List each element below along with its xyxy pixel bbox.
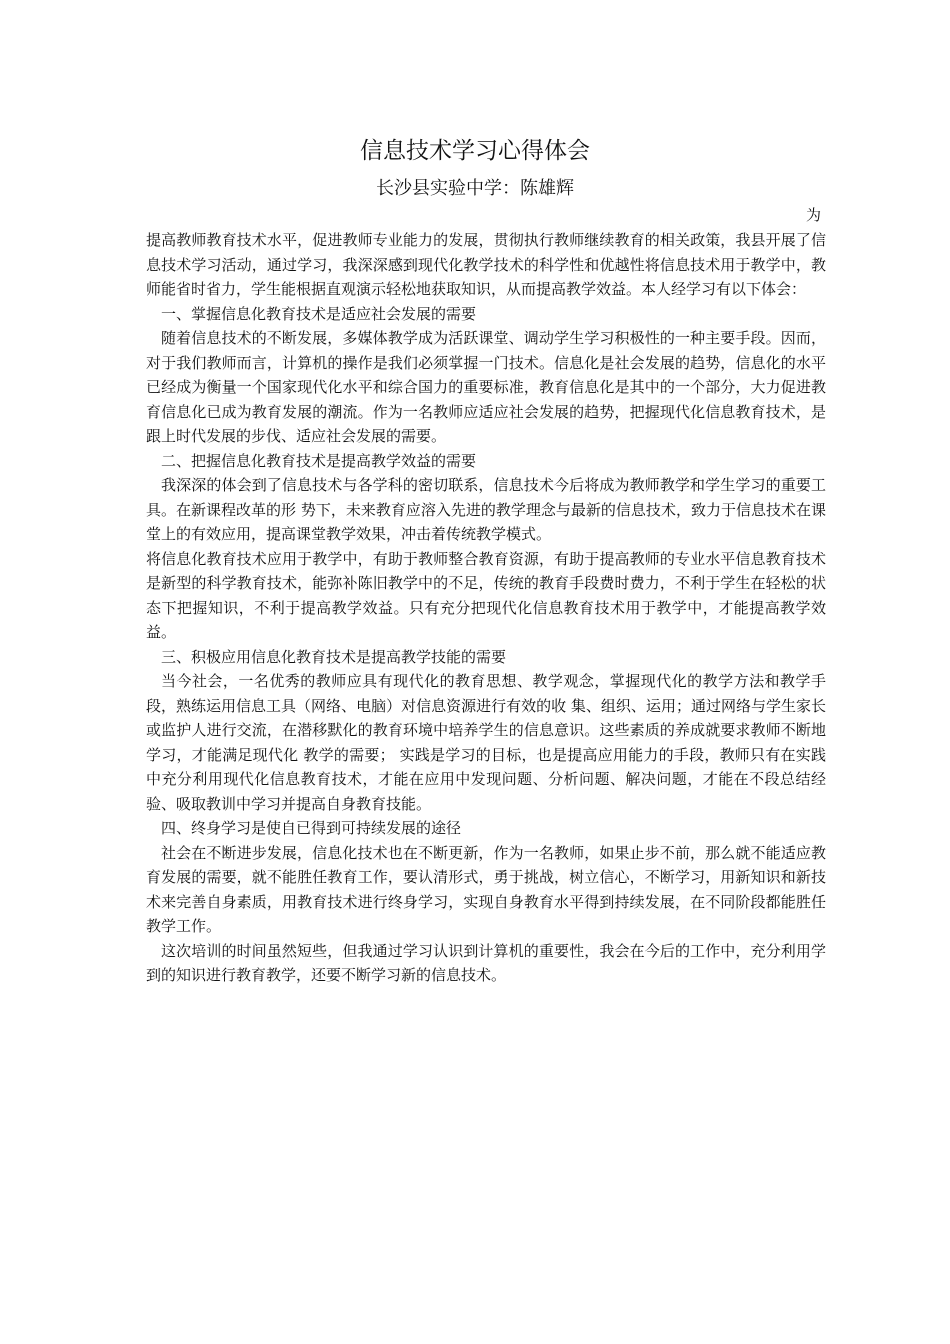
section-heading-1: 一、掌握信息化教育技术是适应社会发展的需要 bbox=[161, 304, 477, 323]
section-heading-4: 四、终身学习是使自已得到可持续发展的途径 bbox=[161, 819, 462, 837]
body-paragraph: 随着信息技术的不断发展，多媒体教学成为活跃课堂、调动学生学习积极性的一种主要手段。因而，对于我们教师而言，计算机的操作是我们必须掌握一门技术。信息化是社会发展的趋势，信息化的水平已经成为衡量一个国家现代化水平和综合国力的重要标准，教育信息化是其中的一个部分，大力促进教育信息化已成为教育发展的潮流。作为一名教师应适应社会发展的趋势，把握现代化信息教育技术，是跟上时代发展的步伐、适应社会发展的需要。 bbox=[146, 329, 826, 445]
document-body bbox=[146, 228, 826, 988]
body-paragraph: 将信息化教育技术应用于教学中，有助于教师整合教育资源，有助于提高教师的专业水平信息教育技术是新型的科学教育技术，能弥补陈旧教学中的不足，传统的教育手段费时费力，不利于学生在轻松的状态下把握知识，不利于提高教学效益。只有充分把现代化信息教育技术用于教学中，才能提高教学效益。 bbox=[146, 549, 826, 641]
closing-paragraph: 这次培训的时间虽然短些，但我通过学习认识到计算机的重要性，我会在今后的工作中，充分利用学到的知识进行教育教学，还要不断学习新的信息技术。 bbox=[146, 941, 826, 984]
section-heading-3: 三、积极应用信息化教育技术是提高教学技能的需要 bbox=[161, 647, 507, 666]
body-paragraph: 当今社会，一名优秀的教师应具有现代化的教育思想、教学观念，掌握现代化的教学方法和教学手段，熟练运用信息工具（网络、电脑）对信息资源进行有效的收 集、组织、运用；通过网络与学生家长或监护人进行交流，在潜移默化的教育环境中培养学生的信息意识。这些素质的养成就要求教师不断地学习，才能满足现代化 教学的需要； 实践是学习的目标，也是提高应用能力的手段，教师只有在实践中充分利用现代化信息教育技术，才能在应用中发现问题、分析问题、解决问题，才能在不段总结经验、吸取教训中学习并提高自身教育技能。 bbox=[146, 672, 826, 813]
orphan-character: 为 bbox=[806, 206, 822, 224]
intro-paragraph: 提高教师教育技术水平，促进教师专业能力的发展，贯彻执行教师继续教育的相关政策，我县开展了信息技术学习活动，通过学习，我深深感到现代化教学技术的科学性和优越性将信息技术用于教学中，教师能省时省力，学生能根据直观演示轻松地获取知识，从而提高教学效益。本人经学习有以下体会： bbox=[146, 231, 826, 298]
document-author: 长沙县实验中学：陈雄辉 bbox=[376, 178, 574, 199]
body-paragraph: 我深深的体会到了信息技术与各学科的密切联系，信息技术今后将成为教师教学和学生学习的重要工具。在新课程改革的形 势下，未来教育应溶入先进的教学理念与最新的信息技术，致力于信息技术在课堂上的有效应用，提高课堂教学效果，冲击着传统教学模式。 bbox=[146, 476, 826, 543]
section-heading-2: 二、把握信息化教育技术是提高教学效益的需要 bbox=[161, 451, 477, 470]
document-title: 信息技术学习心得体会 bbox=[360, 138, 590, 164]
body-paragraph: 社会在不断进步发展，信息化技术也在不断更新，作为一名教师，如果止步不前，那么就不能适应教育发展的需要，就不能胜任教育工作，要认清形式，勇于挑战，树立信心，不断学习，用新知识和新技术来完善自身素质，用教育技术进行终身学习，实现自身教育水平得到持续发展，在不同阶段都能胜任教学工作。 bbox=[146, 843, 826, 935]
